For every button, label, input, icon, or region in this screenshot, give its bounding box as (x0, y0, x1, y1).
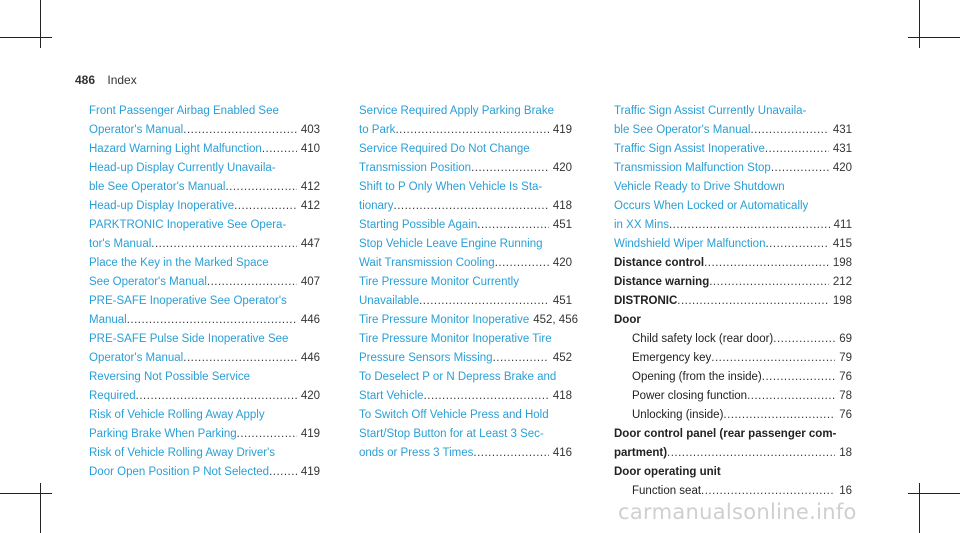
index-entry[interactable] (89, 159, 320, 197)
page-ref: 446 (300, 314, 320, 326)
leader-dots (747, 387, 835, 406)
index-entry[interactable] (89, 140, 320, 159)
entry-text[interactable]: PRE-SAFE Inoperative See Operator's (89, 295, 287, 307)
index-entry[interactable] (89, 444, 320, 482)
entry-text[interactable]: Tire Pressure Monitor Inoperative Tire (359, 333, 552, 345)
entry-last-line (89, 273, 320, 292)
index-entry[interactable] (89, 102, 320, 140)
page-ref: 16 (839, 485, 852, 497)
leader-dots (394, 197, 549, 216)
page-ref: 212 (832, 276, 852, 288)
entry-text: Distance warning (614, 276, 710, 288)
page-ref: 69 (839, 333, 852, 345)
entry-text[interactable]: Risk of Vehicle Rolling Away Apply (89, 409, 265, 421)
index-column-2 (359, 102, 578, 463)
entry-last-line (89, 140, 320, 159)
entry-text[interactable]: Pressure Sensors Missing (359, 352, 493, 364)
entry-text[interactable]: Tire Pressure Monitor Inoperative (359, 314, 530, 326)
entry-last-line (359, 216, 572, 235)
entry-last-line (359, 254, 572, 273)
entry-text: Distance control (614, 257, 705, 269)
index-entry[interactable] (89, 197, 320, 216)
entry-text[interactable]: Risk of Vehicle Rolling Away Driver's (89, 447, 276, 459)
entry-text[interactable]: onds or Press 3 Times (359, 447, 474, 459)
leader-dots (419, 292, 549, 311)
page-ref: 76 (839, 409, 852, 421)
index-entry[interactable] (89, 330, 320, 368)
leader-dots (183, 349, 297, 368)
index-entry[interactable] (614, 102, 852, 140)
crop-mark (40, 0, 41, 48)
leader-dots (136, 387, 297, 406)
entry-text: Emergency key (632, 352, 712, 364)
entry-text[interactable]: in XX Mins (614, 219, 669, 231)
entry-last-line (359, 292, 572, 311)
entry-last-line (614, 159, 852, 178)
page-ref: 451 (552, 295, 572, 307)
entry-last-line (359, 311, 578, 330)
page-ref: 76 (839, 371, 852, 383)
sub-entry (614, 368, 852, 387)
sub-entry (614, 387, 852, 406)
entry-last-line (614, 121, 852, 140)
index-heading-entry (614, 254, 852, 273)
entry-text[interactable]: Reversing Not Possible Service (89, 371, 251, 383)
entry-text[interactable]: Unavailable (359, 295, 420, 307)
index-entry[interactable] (614, 235, 852, 254)
page-ref: 420 (300, 390, 320, 402)
index-entry[interactable] (359, 311, 578, 330)
index-entry[interactable] (359, 330, 572, 368)
entry-text: Unlocking (inside) (632, 409, 724, 421)
entry-text[interactable]: Traffic Sign Assist Currently Unavaila- (614, 105, 807, 117)
entry-last-line (614, 444, 852, 463)
page-number: 486 (75, 73, 96, 87)
entry-text: Power closing function (632, 390, 748, 402)
leader-dots (773, 330, 835, 349)
entry-last-line (89, 178, 320, 197)
crop-mark (0, 493, 52, 494)
leader-dots (183, 121, 297, 140)
page-ref: 411 (833, 219, 852, 231)
page-ref: 412 (300, 200, 320, 212)
entry-last-line (614, 254, 852, 273)
leader-dots (765, 140, 829, 159)
entry-text[interactable]: PRE-SAFE Pulse Side Inoperative See (89, 333, 289, 345)
entry-text[interactable]: Front Passenger Airbag Enabled See (89, 105, 279, 117)
section-title: Index (107, 73, 137, 87)
page-ref: 418 (552, 390, 572, 402)
entry-heading: Door (614, 314, 641, 326)
entry-text[interactable]: PARKTRONIC Inoperative See Opera- (89, 219, 287, 231)
sub-entry (614, 349, 852, 368)
entry-text: Child safety lock (rear door) (632, 333, 774, 345)
entry-text[interactable]: ble See Operator's Manual (614, 124, 751, 136)
index-heading-entry (614, 425, 852, 463)
index-entry[interactable] (359, 235, 572, 273)
leader-dots (762, 368, 835, 387)
page-ref: 420 (552, 257, 572, 269)
index-entry[interactable] (359, 368, 572, 406)
page-ref: 419 (300, 466, 320, 478)
entry-text: partment) (614, 447, 668, 459)
index-entry[interactable] (89, 368, 320, 406)
index-entry[interactable] (89, 406, 320, 444)
entry-text[interactable]: Shift to P Only When Vehicle Is Sta- (359, 181, 543, 193)
leader-dots (771, 159, 829, 178)
index-heading-entry (614, 292, 852, 311)
entry-text[interactable]: Stop Vehicle Leave Engine Running (359, 238, 543, 250)
index-entry[interactable] (614, 178, 852, 235)
entry-text[interactable]: Tire Pressure Monitor Currently (359, 276, 519, 288)
index-entry[interactable] (89, 254, 320, 292)
page-ref: 407 (300, 276, 320, 288)
entry-last-line (89, 197, 320, 216)
entry-text[interactable]: Place the Key in the Marked Space (89, 257, 269, 269)
entry-text[interactable]: Vehicle Ready to Drive Shutdown (614, 181, 785, 193)
index-entry[interactable] (359, 102, 572, 140)
leader-dots (723, 406, 835, 425)
entry-last-line (89, 235, 320, 254)
entry-last-line (614, 140, 852, 159)
entry-text[interactable]: Starting Possible Again (359, 219, 478, 231)
leader-dots (709, 273, 829, 292)
leader-dots (493, 349, 549, 368)
index-entry[interactable] (359, 273, 572, 311)
leader-dots (477, 216, 549, 235)
entry-text[interactable]: Operator's Manual (89, 352, 184, 364)
entry-text[interactable]: To Switch Off Vehicle Press and Hold (359, 409, 549, 421)
entry-last-line (614, 235, 852, 254)
leader-dots (704, 254, 829, 273)
entry-last-line (614, 273, 852, 292)
leader-dots (127, 311, 297, 330)
entry-text: Opening (from the inside) (632, 371, 762, 383)
entry-last-line (89, 387, 320, 406)
index-entry[interactable] (614, 140, 852, 159)
entry-text[interactable]: Head-up Display Currently Unavaila- (89, 162, 276, 174)
entry-text[interactable]: Parking Brake When Parking (89, 428, 237, 440)
page-ref: 452 (552, 352, 572, 364)
page-ref: 416 (552, 447, 572, 459)
entry-text[interactable]: tor's Manual (89, 238, 152, 250)
page-ref: 18 (839, 447, 852, 459)
page-ref: 431 (832, 143, 852, 155)
index-entry[interactable] (89, 216, 320, 254)
entry-text[interactable]: Wait Transmission Cooling (359, 257, 495, 269)
crop-mark (919, 0, 920, 48)
entry-last-line (614, 216, 852, 235)
page-ref: 410 (300, 143, 320, 155)
sub-entry (614, 406, 852, 425)
entry-text[interactable]: Head-up Display Inoperative (89, 200, 235, 212)
leader-dots (711, 349, 835, 368)
entry-text[interactable]: Start/Stop Button for at Least 3 Sec- (359, 428, 544, 440)
entry-text[interactable]: Occurs When Locked or Automatically (614, 200, 809, 212)
crop-mark (40, 483, 41, 533)
entry-last-line (89, 425, 320, 444)
entry-last-line (89, 349, 320, 368)
index-heading-entry (614, 273, 852, 292)
entry-text[interactable]: ble See Operator's Manual (89, 181, 226, 193)
page-ref: 412 (300, 181, 320, 193)
entry-last-line (89, 121, 320, 140)
crop-mark (908, 37, 960, 38)
entry-last-line (359, 349, 572, 368)
index-entry[interactable] (359, 216, 572, 235)
page-ref: 419 (552, 124, 572, 136)
page-ref: 78 (839, 390, 852, 402)
page-ref: 446 (300, 352, 320, 364)
entry-heading: Door operating unit (614, 466, 721, 478)
page-ref: 420 (552, 162, 572, 174)
leader-dots (473, 444, 548, 463)
entry-text[interactable]: Start Vehicle (359, 390, 424, 402)
entry-last-line (614, 292, 852, 311)
leader-dots (471, 159, 549, 178)
page-ref: 403 (300, 124, 320, 136)
page-ref: 447 (300, 238, 320, 250)
entry-text[interactable]: Operator's Manual (89, 124, 184, 136)
entry-heading: Door control panel (rear passenger com- (614, 428, 837, 440)
crop-mark (908, 493, 960, 494)
leader-dots (151, 235, 297, 254)
sub-entry (614, 330, 852, 349)
page-ref: 415 (832, 238, 852, 250)
crop-mark (0, 37, 52, 38)
index-column-3 (614, 102, 852, 501)
entry-text[interactable]: Service Required Apply Parking Brake (359, 105, 554, 117)
crop-mark (919, 483, 920, 533)
leader-dots (750, 121, 828, 140)
leader-dots (701, 482, 835, 501)
entry-text[interactable]: To Deselect P or N Depress Brake and (359, 371, 557, 383)
entry-text[interactable]: Transmission Malfunction Stop (614, 162, 771, 174)
page-ref: 198 (832, 257, 852, 269)
entry-last-line (359, 159, 572, 178)
entry-text[interactable]: Required (89, 390, 136, 402)
entry-text[interactable]: Door Open Position P Not Selected (89, 466, 270, 478)
leader-dots (234, 197, 297, 216)
entry-last-line (359, 197, 572, 216)
entry-text[interactable]: tionary (359, 200, 394, 212)
index-entry[interactable] (359, 406, 572, 463)
index-entry[interactable] (359, 140, 572, 178)
entry-text[interactable]: to Park (359, 124, 396, 136)
entry-text[interactable]: Manual (89, 314, 127, 326)
leader-dots (237, 425, 297, 444)
entry-text[interactable]: See Operator's Manual (89, 276, 207, 288)
leader-dots (262, 140, 297, 159)
index-entry[interactable] (359, 178, 572, 216)
leader-dots (225, 178, 296, 197)
leader-dots (207, 273, 297, 292)
leader-dots (395, 121, 548, 140)
leader-dots (495, 254, 549, 273)
page-ref: 431 (832, 124, 852, 136)
entry-last-line (89, 463, 320, 482)
index-entry[interactable] (89, 292, 320, 330)
leader-dots (677, 292, 829, 311)
page-ref: 452, 456 (533, 314, 578, 326)
sub-entry (614, 482, 852, 501)
watermark: carmanualsonline.info (618, 500, 857, 524)
entry-last-line (359, 121, 572, 140)
page-ref: 79 (839, 352, 852, 364)
entry-text: Function seat (632, 485, 702, 497)
page-ref: 451 (552, 219, 572, 231)
index-column-1 (89, 102, 320, 482)
leader-dots (669, 216, 830, 235)
index-heading-entry (614, 311, 852, 425)
leader-dots (269, 463, 297, 482)
entry-text[interactable]: Service Required Do Not Change (359, 143, 530, 155)
entry-last-line (359, 387, 572, 406)
page-ref: 198 (832, 295, 852, 307)
entry-text[interactable]: Hazard Warning Light Malfunction (89, 143, 262, 155)
entry-text[interactable]: Traffic Sign Assist Inoperative (614, 143, 765, 155)
index-entry[interactable] (614, 159, 852, 178)
page-ref: 419 (300, 428, 320, 440)
leader-dots (765, 235, 828, 254)
leader-dots (424, 387, 549, 406)
leader-dots (667, 444, 835, 463)
entry-last-line (359, 444, 572, 463)
entry-text: DISTRONIC (614, 295, 678, 307)
page-header (75, 73, 137, 87)
entry-last-line (89, 311, 320, 330)
index-heading-entry (614, 463, 852, 501)
entry-text[interactable]: Transmission Position (359, 162, 472, 174)
page-ref: 418 (552, 200, 572, 212)
entry-text[interactable]: Windshield Wiper Malfunction (614, 238, 766, 250)
page-ref: 420 (832, 162, 852, 174)
